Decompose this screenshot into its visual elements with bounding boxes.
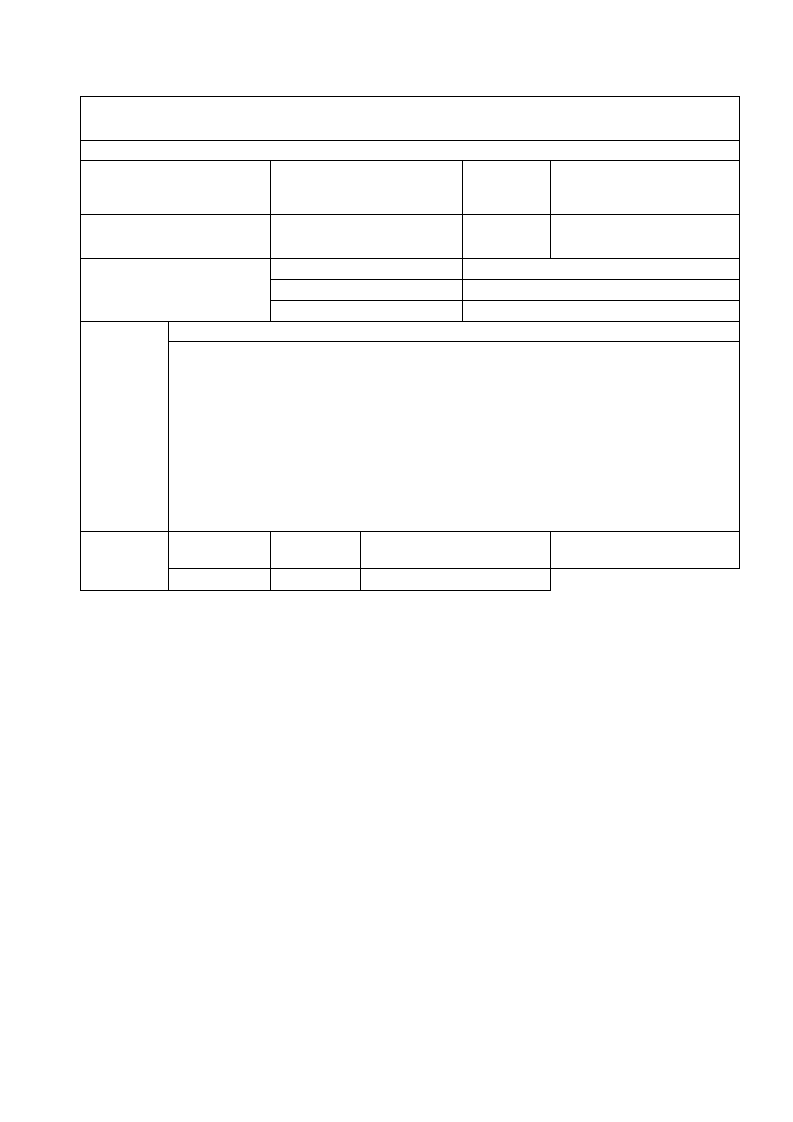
form-title (81, 97, 740, 141)
annual-goal-header (169, 322, 740, 342)
dept-value (271, 215, 463, 259)
funds-other-label (271, 301, 463, 322)
funds-fiscal-value (463, 280, 740, 301)
project-name-value (271, 161, 463, 215)
header-value (551, 532, 740, 569)
funds-fiscal-label (271, 280, 463, 301)
funds-total-value (463, 259, 740, 280)
output-l2 (271, 569, 361, 591)
funds-other-value (463, 301, 740, 322)
indicator-section-label (81, 532, 169, 591)
impl-unit-label (463, 215, 551, 259)
header-level3 (361, 532, 551, 569)
performance-goal-form (80, 96, 740, 591)
funds-label-cell (81, 259, 271, 322)
annual-goal-text (169, 342, 740, 532)
funds-total-label (271, 259, 463, 280)
output-level1-cell (169, 569, 271, 591)
project-leader-value (551, 161, 740, 215)
header-level2 (271, 532, 361, 569)
form-year (81, 141, 740, 161)
project-leader-label (463, 161, 551, 215)
output-l3 (361, 569, 551, 591)
project-name-label (81, 161, 271, 215)
overall-goal-label (81, 322, 169, 532)
dept-label (81, 215, 271, 259)
header-level1 (169, 532, 271, 569)
impl-unit-value (551, 215, 740, 259)
